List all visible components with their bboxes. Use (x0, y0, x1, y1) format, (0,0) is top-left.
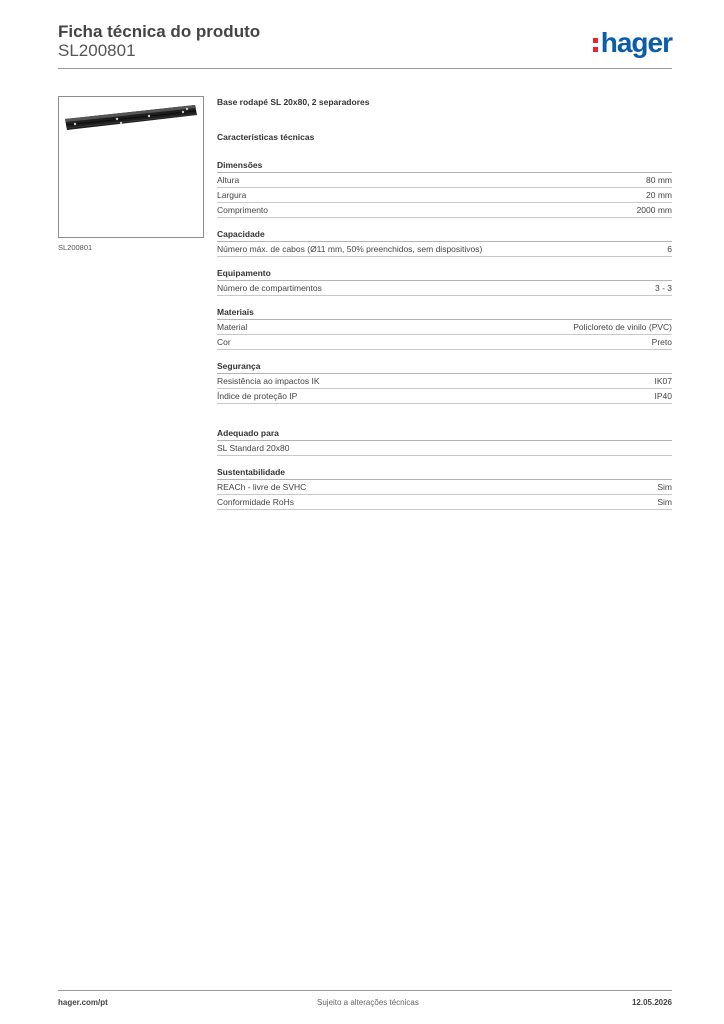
spec-value: 6 (667, 244, 672, 254)
spec-value: IP40 (654, 391, 672, 401)
spec-row (217, 320, 672, 335)
tech-heading: Características técnicas (217, 132, 315, 142)
spec-value: IK07 (654, 376, 672, 386)
spec-row (217, 188, 672, 203)
spec-row (217, 374, 672, 389)
spec-group-safety (217, 359, 672, 404)
spec-value: Policloreto de vinilo (PVC) (573, 322, 672, 332)
product-code: SL200801 (58, 41, 136, 60)
spec-group-equipment (217, 266, 672, 296)
logo-dots-icon (593, 34, 599, 54)
spec-row (217, 335, 672, 350)
spec-content (217, 96, 672, 510)
spec-value: 20 mm (646, 190, 672, 200)
spec-row (217, 203, 672, 218)
spec-row (217, 173, 672, 188)
cable-trunking-base-icon (59, 97, 203, 237)
product-name: Base rodapé SL 20x80, 2 separadores (217, 97, 370, 107)
product-image (58, 96, 204, 238)
image-caption: SL200801 (58, 243, 93, 252)
group-title: Adequado para (217, 426, 672, 441)
hager-logo (593, 27, 672, 59)
spec-label: Número de compartimentos (217, 283, 322, 293)
spec-label: Largura (217, 190, 247, 200)
spec-value: Preto (651, 337, 672, 347)
page-title: Ficha técnica do produto (58, 22, 261, 41)
group-title: Materiais (217, 305, 672, 320)
spec-row (217, 242, 672, 257)
spec-value: 3 - 3 (654, 283, 672, 293)
group-title: Segurança (217, 359, 672, 374)
spec-row (217, 389, 672, 404)
footer-disclaimer: Sujeito a alterações técnicas (317, 998, 419, 1007)
group-title: Capacidade (217, 227, 672, 242)
footer-date: 12.05.2026 (631, 998, 672, 1007)
group-title: Sustentabilidade (217, 465, 672, 480)
spec-label: Comprimento (217, 205, 269, 215)
header-divider (58, 68, 672, 69)
spec-group-materials (217, 305, 672, 350)
spec-label: Conformidade RoHs (217, 497, 295, 507)
spec-group-sustainability (217, 465, 672, 510)
spec-group-capacity (217, 227, 672, 257)
spec-group-suitable-for (217, 426, 672, 456)
group-title: Equipamento (217, 266, 672, 281)
spec-row (217, 441, 672, 456)
spec-label: Índice de proteção IP (217, 391, 298, 401)
page-header (58, 20, 672, 68)
logo-text: hager (600, 27, 672, 58)
spec-label: Número máx. de cabos (Ø11 mm, 50% preenchidos, sem dispositivos) (217, 244, 483, 254)
spec-label: Altura (217, 175, 240, 185)
group-title: Dimensões (217, 158, 672, 173)
spec-group-dimensions (217, 158, 672, 218)
spec-row (217, 480, 672, 495)
spec-label: REACh - livre de SVHC (217, 482, 307, 492)
spec-label: Resistência ao impactos IK (217, 376, 320, 386)
spec-label: Material (217, 322, 248, 332)
footer-divider (58, 990, 672, 991)
spec-value: Sim (657, 497, 672, 507)
spec-value: Sim (657, 482, 672, 492)
spec-row (217, 281, 672, 296)
footer-website-link[interactable]: hager.com/pt (58, 998, 108, 1007)
spec-label: SL Standard 20x80 (217, 443, 290, 453)
spec-value: 2000 mm (636, 205, 672, 215)
spec-label: Cor (217, 337, 231, 347)
spec-value: 80 mm (646, 175, 672, 185)
spec-row (217, 495, 672, 510)
